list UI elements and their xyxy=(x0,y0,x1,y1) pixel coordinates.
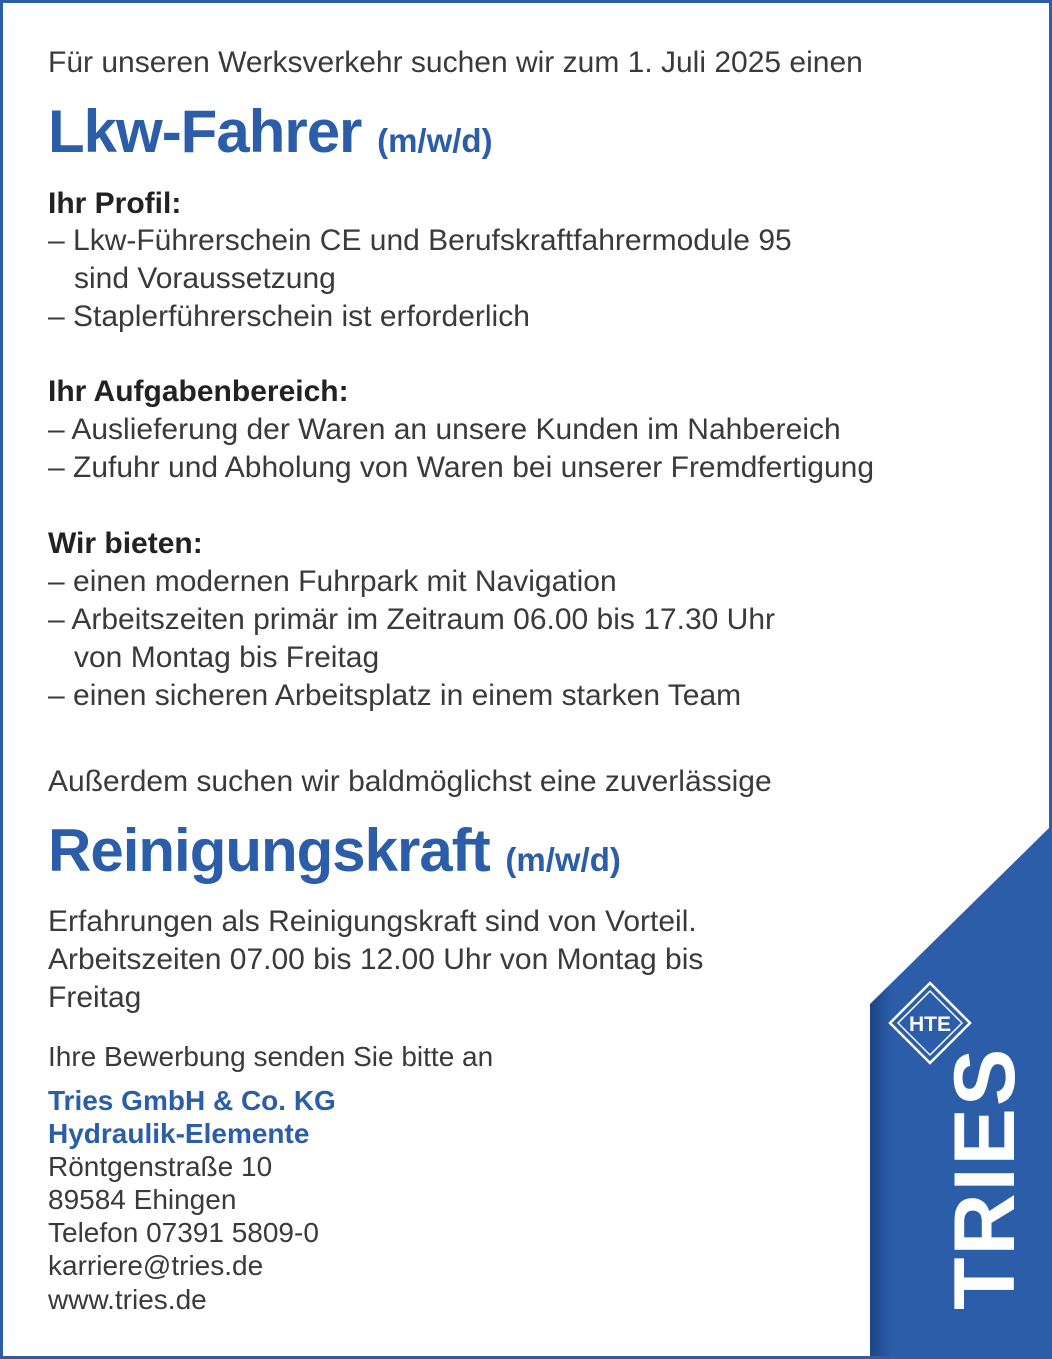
cleaner-desc-line: Erfahrungen als Reinigungskraft sind von Vorteil. xyxy=(48,905,697,938)
address-city: 89584 Ehingen xyxy=(48,1184,237,1215)
company-name: Tries GmbH & Co. KG xyxy=(48,1085,336,1116)
tasks-item: – Auslieferung der Waren an unsere Kunden im Nahbereich xyxy=(48,413,841,446)
cleaner-desc-line: Arbeitszeiten 07.00 bis 12.00 Uhr von Montag bis xyxy=(48,943,704,976)
svg-text:HTE: HTE xyxy=(909,1013,951,1036)
offer-item: – einen modernen Fuhrpark mit Navigation xyxy=(48,565,617,598)
cleaner-desc-line: Freitag xyxy=(48,981,142,1014)
offer-item-continuation: von Montag bis Freitag xyxy=(74,641,380,674)
job-title-text: Lkw-Fahrer xyxy=(48,98,362,165)
tasks-heading: Ihr Aufgabenbereich: xyxy=(48,375,349,408)
offer-item: – Arbeitszeiten primär im Zeitraum 06.00 bis 17.30 Uhr xyxy=(48,603,775,636)
job-title-text: Reinigungskraft xyxy=(48,817,490,884)
intro-text: Für unseren Werksverkehr suchen wir zum 1. Juli 2025 einen xyxy=(48,46,863,79)
profile-heading: Ihr Profil: xyxy=(48,187,182,220)
address-street: Röntgenstraße 10 xyxy=(48,1151,273,1182)
profile-item: – Staplerführerschein ist erforderlich xyxy=(48,300,530,333)
profile-item: – Lkw-Führerschein CE und Berufskraftfahrermodule 95 xyxy=(48,224,792,257)
gender-suffix: (m/w/d) xyxy=(377,122,493,159)
offer-item: – einen sicheren Arbeitsplatz in einem starken Team xyxy=(48,679,742,712)
second-intro-text: Außerdem suchen wir baldmöglichst eine zuverlässige xyxy=(48,765,772,798)
company-division: Hydraulik-Elemente xyxy=(48,1118,310,1149)
website-link[interactable]: www.tries.de xyxy=(48,1284,207,1315)
phone-number: Telefon 07391 5809-0 xyxy=(48,1217,319,1248)
logo-wordmark: TRIES xyxy=(937,1046,1033,1310)
tasks-item: – Zufuhr und Abholung von Waren bei unserer Fremdfertigung xyxy=(48,451,875,484)
profile-item-continuation: sind Voraussetzung xyxy=(74,262,336,295)
gender-suffix: (m/w/d) xyxy=(505,841,621,878)
email-address[interactable]: karriere@tries.de xyxy=(48,1250,264,1281)
apply-text: Ihre Bewerbung senden Sie bitte an xyxy=(48,1041,494,1072)
offer-heading: Wir bieten: xyxy=(48,527,203,560)
